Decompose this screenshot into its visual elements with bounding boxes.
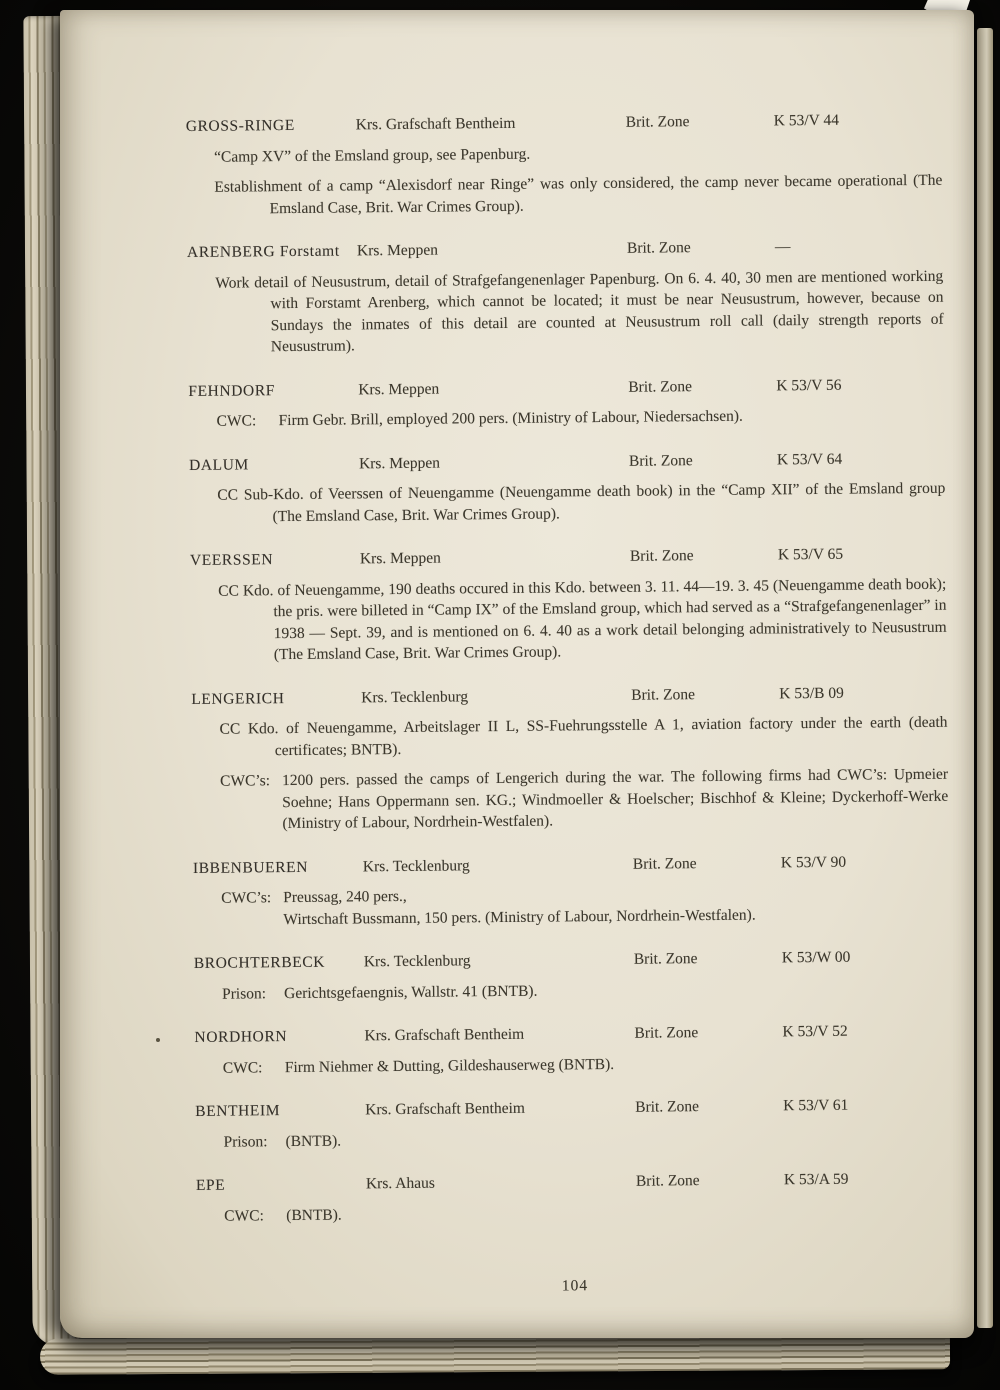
paragraph-label: CWC: [224,1206,264,1225]
map-reference: K 53/W 00 [781,948,851,967]
camp-district: Krs. Meppen [356,241,438,260]
entry-heading-row [196,1168,952,1197]
paragraph-label: CWC’s: [219,772,271,790]
paragraph-text: Preussag, 240 pers., Wirtschaft Bussmann, 150 pers. (Ministry of Labour, Nordrhein-Westfalen). [283,887,756,928]
entry-body [218,573,947,666]
map-reference: K 53/A 59 [783,1170,849,1189]
camp-entry [194,1020,950,1079]
camp-name: DALUM [188,455,249,474]
map-reference: K 53/V 64 [776,450,843,468]
map-reference: K 53/V 44 [773,111,839,130]
entry-body [224,1198,952,1226]
entry-heading-row [189,447,945,476]
occupation-zone: Brit. Zone [634,1024,699,1042]
entry-heading-row [194,1020,950,1049]
occupation-zone: Brit. Zone [632,854,697,873]
entry-paragraph [221,881,949,931]
occupation-zone: Brit. Zone [635,1172,700,1190]
camp-entry [193,850,950,931]
entry-paragraph [214,170,942,220]
camp-district: Krs. Tecklenburg [363,952,471,971]
paragraph-label: Prison: [223,1132,268,1151]
entry-body [223,1050,951,1078]
paragraph-text: 1200 pers. passed the camps of Lengerich during the war. The following firms had CWC’s: Upmeier Soehne; Hans Oppermann sen. KG.; Windmoeller & Hoelscher; Bischhof & Kleine; Dyckerhoff-Werke (Ministry of Labour, Nordrhein-Westfalen). [281,765,949,833]
paragraph-text: “Camp XV” of the Emsland group, see Papenburg. [213,145,531,166]
page-number: 104 [561,1277,589,1295]
camp-name: VEERSSEN [189,551,274,569]
occupation-zone: Brit. Zone [631,685,696,704]
camp-name: BENTHEIM [195,1102,281,1120]
page-content [185,3,953,1301]
entry-heading-row [186,109,942,138]
entry-paragraph [219,712,947,762]
camp-name: BROCHTERBECK [193,953,326,972]
paragraph-label: CWC: [222,1058,263,1077]
entry-body [219,712,948,835]
paragraph-text: CC Sub-Kdo. of Veerssen of Neuengamme (Neuengamme death book) in the “Camp XII” of the Emsland group (The Emsland Case, Brit. War Crimes Group). [217,479,946,525]
occupation-zone: Brit. Zone [626,239,691,257]
entry-body [221,881,949,931]
camp-name: GROSS-RINGE [185,116,295,136]
paragraph-text: Establishment of a camp “Alexisdorf near Ringe” was only considered, the camp never became operational (The Emsland Case, Brit. War Crimes Group). [214,171,943,217]
paragraph-text: (BNTB). [285,1132,342,1150]
paragraph-label: CWC: [216,412,257,430]
camp-entry [195,1094,951,1153]
entry-body [215,265,944,358]
camp-name: LENGERICH [191,689,285,708]
map-reference: K 53/V 56 [776,376,842,394]
entries-list [186,109,953,1227]
camp-entry [186,109,943,220]
camp-district: Krs. Ahaus [365,1174,435,1193]
camp-district: Krs. Tecklenburg [361,687,469,706]
entry-paragraph [220,764,949,835]
entry-heading-row [191,681,947,710]
camp-entry [187,235,944,359]
next-page-edge [977,28,993,1328]
camp-entry [190,543,947,667]
paragraph-text: CC Kdo. of Neuengamme, Arbeitslager II L, SS-Fuehrungsstelle A 1, aviation factory under the earth (death certificates; BNTB). [219,713,948,759]
occupation-zone: Brit. Zone [633,950,698,968]
camp-district: Krs. Grafschaft Bentheim [364,1025,525,1045]
entry-heading-row [188,373,944,402]
entry-heading-row [195,1094,951,1123]
occupation-zone: Brit. Zone [629,547,694,565]
map-reference: K 53/V 52 [782,1022,848,1041]
occupation-zone: Brit. Zone [628,377,693,396]
camp-entry [196,1168,952,1227]
map-reference: K 53/V 90 [780,853,847,871]
paragraph-text: (BNTB). [286,1206,342,1224]
entry-paragraph [223,1124,951,1152]
entry-body [223,1124,951,1152]
paragraph-text: CC Kdo. of Neuengamme, 190 deaths occured in this Kdo. between 3. 11. 44—19. 3. 45 (Neuengamme death book); the pris. were billeted in “Camp IX” of the Emsland group, which had served as a “Strafgefangenenlager” in 1938 — Sept. 39, and is mentioned on 6. 4. 40 as a work detail belonging administratively to Neusustrum (The Emsland Case, Brit. War Crimes Group). [218,575,947,664]
camp-district: Krs. Meppen [358,380,440,398]
map-reference: — [774,238,791,256]
entry-paragraph [224,1198,952,1226]
occupation-zone: Brit. Zone [625,113,690,131]
entry-body [217,404,945,432]
paragraph-text: Firm Gebr. Brill, employed 200 pers. (Ministry of Labour, Niedersachsen). [278,407,743,430]
paragraph-label: Prison: [222,984,267,1003]
camp-district: Krs. Tecklenburg [362,856,470,875]
entry-paragraph [223,1050,951,1078]
entry-heading-row [193,850,949,879]
entry-paragraph [218,573,947,666]
document-page [60,10,974,1338]
camp-district: Krs. Meppen [358,454,441,472]
entry-body [222,976,950,1004]
camp-entry [189,447,946,528]
entry-heading-row [194,946,950,975]
camp-name: EPE [195,1176,226,1194]
camp-entry [188,373,944,432]
camp-name: NORDHORN [194,1028,288,1046]
entry-paragraph [217,478,945,528]
camp-entry [194,946,950,1005]
paragraph-text: Work detail of Neusustrum, detail of Strafgefangenenlager Papenburg. On 6. 4. 40, 30 men are mentioned working with Forstamt Arenberg, which cannot be located; it must be near Neusustrum, however, because on Sundays the inmates of this detail are counted at Neusustrum roll call (daily strength reports of Neusustrum). [215,267,944,356]
entry-heading-row [187,235,943,264]
paragraph-text: Gerichtsgefaengnis, Wallstr. 41 (BNTB). [284,982,538,1002]
camp-name: FEHNDORF [188,381,276,400]
map-reference: K 53/V 61 [783,1096,849,1115]
bottom-page-stack-edge [40,1333,950,1375]
entry-heading-row [190,543,946,572]
camp-district: Krs. Meppen [359,549,441,568]
camp-name: IBBENBUEREN [192,858,309,877]
ink-speck [156,1038,160,1042]
camp-district: Krs. Grafschaft Bentheim [355,114,516,134]
entry-paragraph [214,139,942,167]
entry-paragraph [215,265,944,358]
camp-entry [191,681,948,835]
paragraph-label: CWC’s: [221,889,272,907]
entry-body [217,478,945,528]
map-reference: K 53/V 65 [777,545,844,564]
entry-paragraph [217,404,945,432]
map-reference: K 53/B 09 [779,684,844,702]
entry-body [214,139,943,219]
paragraph-text: Firm Niehmer & Dutting, Gildeshauserweg (BNTB). [284,1055,615,1076]
camp-name: ARENBERG Forstamt [186,242,340,261]
occupation-zone: Brit. Zone [628,451,693,470]
entry-paragraph [222,976,950,1004]
camp-district: Krs. Grafschaft Bentheim [365,1099,525,1119]
occupation-zone: Brit. Zone [635,1098,700,1116]
